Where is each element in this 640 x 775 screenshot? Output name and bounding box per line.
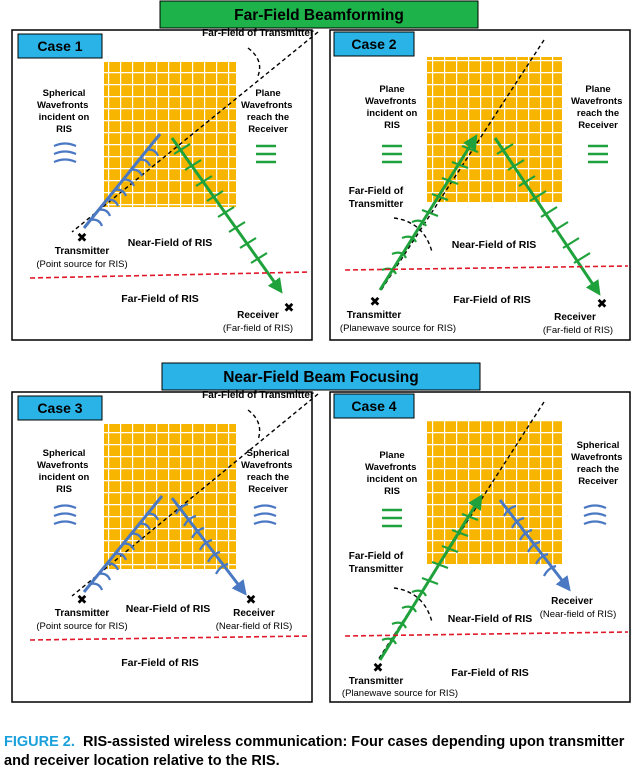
transmitter-label: Transmitter: [348, 676, 404, 687]
case-panel-4: [330, 392, 630, 702]
ris-panel: [427, 420, 562, 565]
far-field-label: Far-Field of RIS: [453, 294, 531, 306]
left-wave-label: Plane Wavefronts incident on RIS: [364, 450, 418, 497]
case-label: Case 2: [351, 36, 397, 52]
near-field-label: Near-Field of RIS: [451, 239, 537, 251]
ris-panel: [104, 62, 236, 207]
receiver-sub-label: (Near-field of RIS): [539, 609, 617, 620]
receiver-label: Receiver: [237, 310, 279, 321]
transmitter-sub-label: (Planewave source for RIS): [339, 323, 457, 334]
receiver-label: Receiver: [233, 608, 275, 619]
section-banner-near-field: [162, 363, 480, 390]
transmitter-label: Transmitter: [54, 246, 110, 257]
left-wave-label: Plane Wavefronts incident on RIS: [364, 84, 418, 131]
transmitter-sub-label: (Point source for RIS): [36, 259, 128, 270]
left-wave-label: Spherical Wavefronts incident on RIS: [36, 88, 90, 135]
tx-far-field-label: Far-Field of Transmitter: [348, 551, 404, 575]
near-field-section-title: Near-Field Beam Focusing: [223, 369, 419, 386]
transmitter-icon: ✖: [76, 230, 88, 245]
transmitter-label: Transmitter: [346, 310, 402, 321]
receiver-sub-label: (Far-field of RIS): [542, 325, 614, 336]
right-wave-label: Plane Wavefronts reach the Receiver: [570, 84, 623, 131]
receiver-sub-label: (Near-field of RIS): [215, 621, 293, 632]
near-field-label: Near-Field of RIS: [447, 613, 533, 625]
case-label: Case 1: [37, 38, 83, 54]
figure-number: FIGURE 2.: [4, 734, 75, 750]
far-field-label: Far-Field of RIS: [121, 657, 199, 669]
case-panel-2: [330, 30, 630, 340]
right-wave-label: Spherical Wavefronts reach the Receiver: [570, 440, 623, 487]
section-banner-far-field: [160, 1, 478, 28]
near-field-label: Near-Field of RIS: [125, 603, 211, 615]
tx-far-field-label: Far-Field of Transmitter: [348, 186, 404, 210]
case-label: Case 3: [37, 400, 83, 416]
left-wave-label: Spherical Wavefronts incident on RIS: [36, 448, 90, 495]
caption-text: RIS-assisted wireless communication: Four cases depending upon transmitter and receiver location relative to the RIS.: [4, 734, 625, 769]
receiver-icon: ✖: [596, 296, 608, 311]
case-panel-1: [12, 28, 318, 340]
transmitter-label: Transmitter: [54, 608, 110, 619]
figure-caption: [4, 733, 636, 771]
far-field-label: Far-Field of RIS: [121, 293, 199, 305]
receiver-icon: ✖: [283, 300, 295, 315]
near-field-label: Near-Field of RIS: [127, 237, 213, 249]
tx-far-field-label: Far-Field of Transmitter: [202, 390, 314, 401]
receiver-sub-label: (Far-field of RIS): [222, 323, 294, 334]
transmitter-icon: ✖: [76, 592, 88, 607]
transmitter-sub-label: (Point source for RIS): [36, 621, 128, 632]
far-field-label: Far-Field of RIS: [451, 667, 529, 679]
receiver-label: Receiver: [554, 312, 596, 323]
ris-panel: [104, 424, 236, 569]
tx-far-field-label: Far-Field of Transmitter: [202, 28, 314, 39]
transmitter-sub-label: (Planewave source for RIS): [341, 688, 459, 699]
case-panel-3: [12, 390, 318, 702]
right-wave-label: Spherical Wavefronts reach the Receiver: [240, 448, 293, 495]
receiver-icon: ✖: [245, 592, 257, 607]
receiver-label: Receiver: [551, 596, 593, 607]
case-label: Case 4: [351, 398, 397, 414]
transmitter-icon: ✖: [372, 660, 384, 675]
far-field-section-title: Far-Field Beamforming: [234, 7, 404, 24]
right-wave-label: Plane Wavefronts reach the Receiver: [240, 88, 293, 135]
transmitter-icon: ✖: [369, 294, 381, 309]
